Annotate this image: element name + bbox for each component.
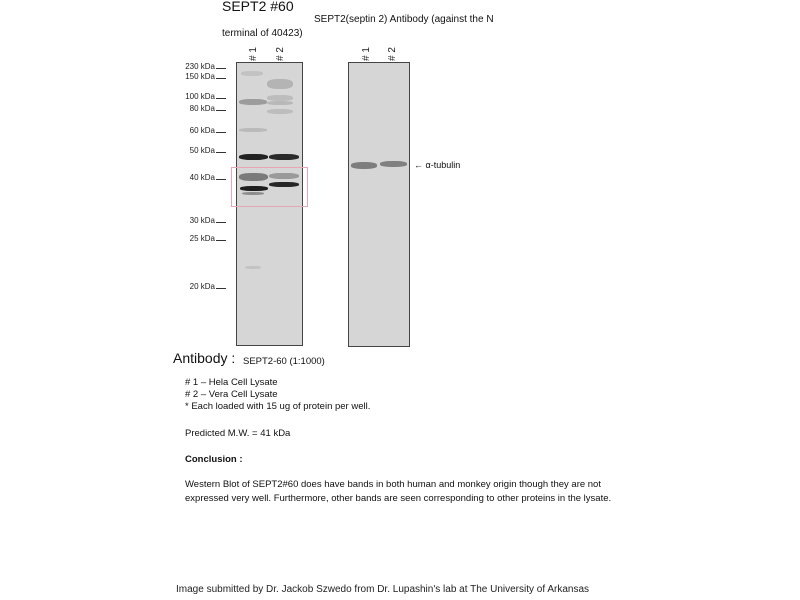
loading-note: * Each loaded with 15 ug of protein per well.	[185, 401, 371, 412]
mw-marker-label: 60 kDa	[189, 126, 215, 135]
control-lane-label-1: # 1	[361, 47, 372, 61]
blot-band	[267, 109, 293, 114]
mw-marker-230	[172, 62, 226, 71]
conclusion-body: Western Blot of SEPT2#60 does have bands in both human and monkey origin though they are not expressed very well. Furthermore, other bands are seen corresponding to other proteins in the lysate.	[185, 479, 612, 504]
mw-tick	[216, 132, 226, 133]
mw-marker-label: 230 kDa	[185, 62, 215, 71]
mw-marker-20	[172, 282, 226, 291]
mw-marker-label: 20 kDa	[189, 282, 215, 291]
main-lane-label-2: # 2	[275, 47, 286, 61]
mw-marker-60	[172, 126, 226, 135]
mw-marker-label: 100 kDa	[185, 92, 215, 101]
blot-band	[239, 128, 267, 132]
figure-title: SEPT2 #60	[222, 0, 294, 14]
main-lane-label-1: # 1	[248, 47, 259, 61]
mw-marker-40	[172, 173, 226, 182]
mw-marker-label: 80 kDa	[189, 104, 215, 113]
blot-band	[239, 99, 267, 105]
mw-marker-25	[172, 234, 226, 243]
blot-band	[351, 162, 377, 169]
mw-tick	[216, 179, 226, 180]
mw-marker-80	[172, 104, 226, 113]
blot-band	[241, 71, 263, 76]
mw-marker-50	[172, 146, 226, 155]
mw-tick	[216, 98, 226, 99]
blot-band	[239, 154, 268, 160]
mw-tick	[216, 222, 226, 223]
mw-tick	[216, 110, 226, 111]
sample-1-description: # 1 – Hela Cell Lysate	[185, 377, 278, 388]
highlight-box	[231, 167, 308, 207]
mw-tick	[216, 78, 226, 79]
control-western-blot	[348, 62, 410, 347]
mw-marker-30	[172, 216, 226, 225]
mw-marker-label: 25 kDa	[189, 234, 215, 243]
antibody-heading: Antibody :	[173, 350, 236, 366]
mw-tick	[216, 240, 226, 241]
mw-marker-label: 50 kDa	[189, 146, 215, 155]
figure-subtitle-line1: SEPT2(septin 2) Antibody (against the N	[314, 14, 494, 25]
blot-band	[245, 266, 261, 269]
blot-band	[380, 161, 407, 167]
control-lane-label-2: # 2	[387, 47, 398, 61]
mw-tick	[216, 68, 226, 69]
image-credit: Image submitted by Dr. Jackob Szwedo from Dr. Lupashin's lab at The University of Arkansas	[176, 584, 590, 595]
conclusion-heading: Conclusion :	[185, 454, 243, 465]
mw-marker-label: 150 kDa	[185, 72, 215, 81]
mw-tick	[216, 152, 226, 153]
alpha-tubulin-label: ← α-tubulin	[414, 160, 461, 170]
mw-tick	[216, 288, 226, 289]
sample-2-description: # 2 – Vera Cell Lysate	[185, 389, 278, 400]
blot-band	[267, 101, 293, 105]
mw-marker-label: 40 kDa	[189, 173, 215, 182]
mw-marker-150	[172, 72, 226, 81]
blot-band	[269, 154, 299, 160]
figure-subtitle-line2: terminal of 40423)	[222, 28, 303, 39]
mw-marker-100	[172, 92, 226, 101]
mw-marker-label: 30 kDa	[189, 216, 215, 225]
predicted-mw: Predicted M.W. = 41 kDa	[185, 428, 291, 439]
antibody-value: SEPT2-60 (1:1000)	[243, 356, 325, 367]
blot-band	[267, 79, 293, 89]
